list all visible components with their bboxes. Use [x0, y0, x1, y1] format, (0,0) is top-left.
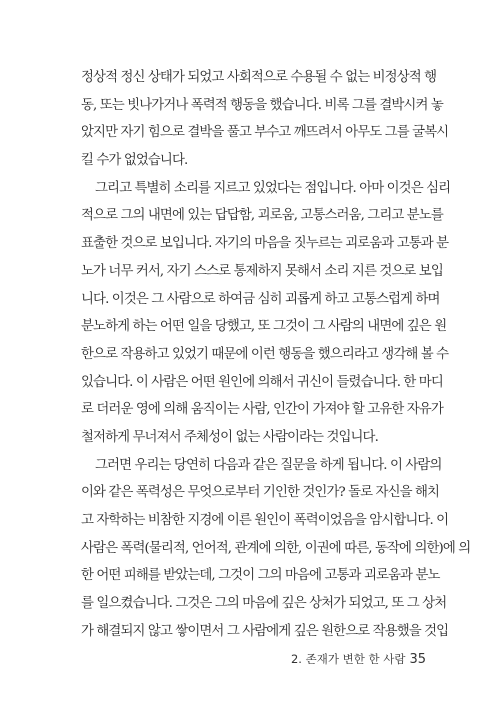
- body-line: 한 어떤 피해를 받았는데, 그것이 그의 마음에 고통과 괴로움과 분노: [81, 568, 440, 584]
- page-number: 35: [409, 652, 426, 667]
- body-line: 사람은 폭력(물리적, 언어적, 관계에 의한, 이권에 따른, 동작에 의한)에 의: [81, 540, 471, 556]
- body-line: 그리고 특별히 소리를 지르고 있었다는 점입니다. 아마 이것은 심리: [95, 180, 451, 196]
- body-line: 한으로 작용하고 있었기 때문에 이런 행동을 했으리라고 생각해 볼 수: [81, 346, 449, 362]
- body-line: 동, 또는 빗나가거나 폭력적 행동을 했습니다. 비록 그를 결박시켜 놓: [81, 97, 443, 113]
- body-line: 표출한 것으로 보입니다. 자기의 마음을 짓누르는 괴로움과 고통과 분: [81, 236, 449, 252]
- body-line: 노가 너무 커서, 자기 스스로 통제하지 못해서 소리 지른 것으로 보입: [81, 263, 443, 279]
- body-line: 분노하게 하는 어떤 일을 당했고, 또 그것이 그 사람의 내면에 깊은 원: [81, 319, 447, 335]
- body-line: 있습니다. 이 사람은 어떤 원인에 의해서 귀신이 들렸습니다. 한 마디: [81, 374, 443, 390]
- body-line: 고 자학하는 비참한 지경에 이른 원인이 폭력이었음을 암시합니다. 이: [81, 513, 449, 528]
- body-text: [81, 64, 471, 645]
- page-footer: [291, 651, 426, 667]
- body-line: 았지만 자기 힘으로 결박을 풀고 부수고 깨뜨려서 아무도 그를 굴복시: [81, 125, 449, 141]
- body-line: 를 일으켰습니다. 그것은 그의 마음에 깊은 상처가 되었고, 또 그 상처: [81, 596, 447, 612]
- chapter-title: 2. 존재가 변한 한 사람: [290, 652, 406, 666]
- body-line: 로 더러운 영에 의해 움직이는 사람, 인간이 가져야 할 고유한 자유가: [81, 402, 443, 418]
- body-line: 정상적 정신 상태가 되었고 사회적으로 수용될 수 없는 비정상적 행: [81, 70, 437, 85]
- body-line: 그러면 우리는 당연히 다음과 같은 질문을 하게 됩니다. 이 사람의: [95, 457, 442, 473]
- body-line: 철저하게 무너져서 주체성이 없는 사람이라는 것입니다.: [81, 429, 378, 445]
- body-line: 적으로 그의 내면에 있는 답답함, 괴로움, 고통스러움, 그리고 분노를: [81, 208, 443, 224]
- body-line: 니다. 이것은 그 사람으로 하여금 심히 괴롭게 하고 고통스럽게 하며: [81, 291, 440, 307]
- body-line: 이와 같은 폭력성은 무엇으로부터 기인한 것인가? 돌로 자신을 해치: [81, 485, 440, 501]
- body-line: 킬 수가 없었습니다.: [81, 153, 188, 169]
- body-line: 가 해결되지 않고 쌓이면서 그 사람에게 깊은 원한으로 작용했을 것입: [81, 623, 449, 639]
